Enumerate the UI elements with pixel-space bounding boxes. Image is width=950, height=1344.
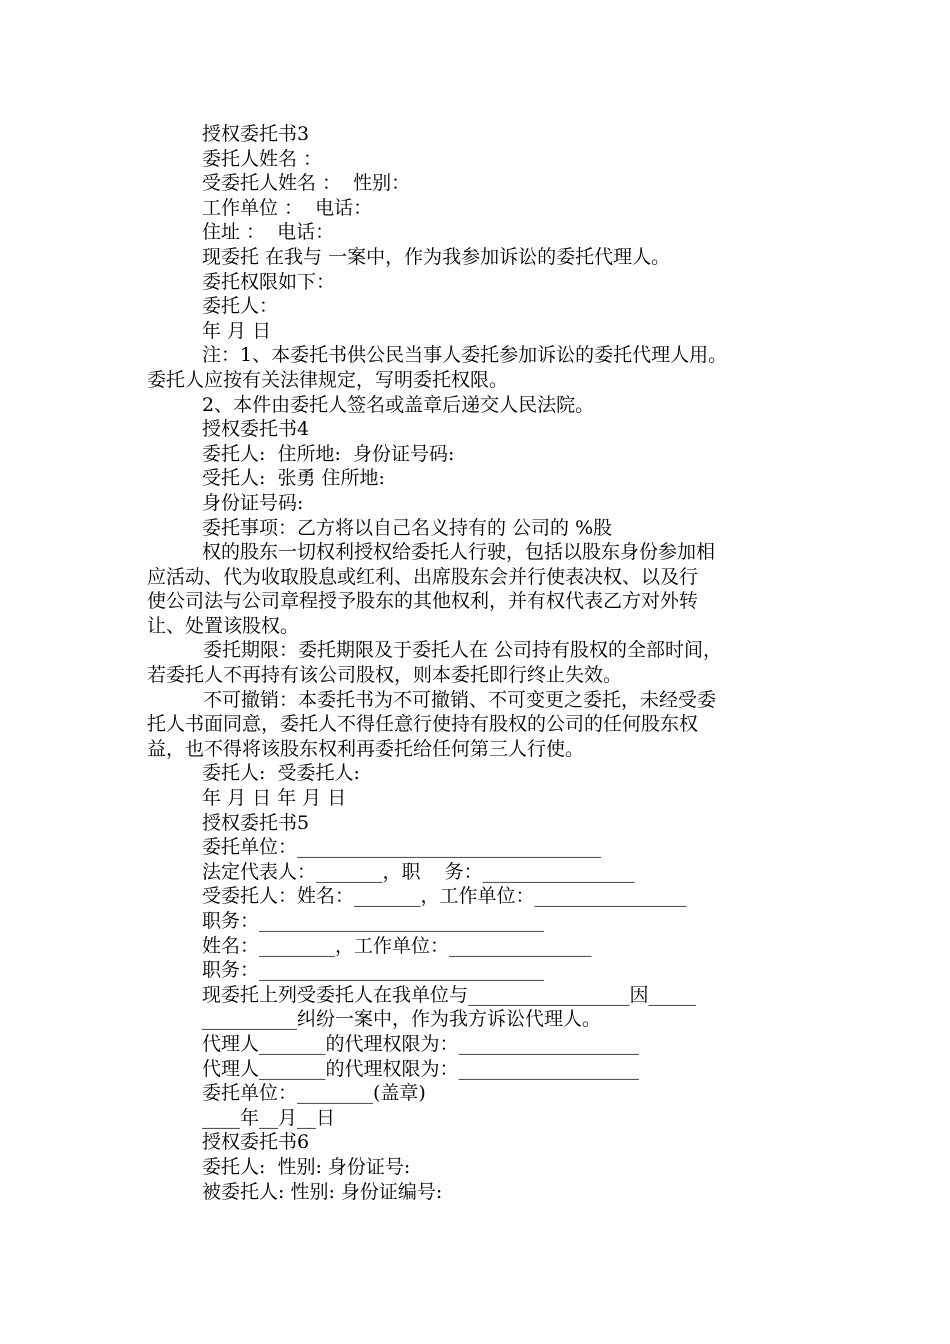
document-line: 授权委托书6 xyxy=(202,1131,310,1154)
document-line: ____年__月__日 xyxy=(202,1106,336,1129)
document-line: 职务：______________________________ xyxy=(202,959,545,982)
document-line: 受托人: 张勇 住所地: xyxy=(202,467,385,490)
document-line: 身份证号码: xyxy=(202,491,304,514)
document-line: 托人书面同意，委托人不得任意行使持有股权的公司的任何股东权 xyxy=(147,713,699,736)
document-line: 委托人: 性别: 身份证号: xyxy=(202,1155,411,1178)
document-line: 委托单位：________(盖章) xyxy=(202,1082,426,1105)
document-line: 委托事项：乙方将以自己名义持有的 公司的 %股 xyxy=(202,516,613,539)
document-line: 委托人: 住所地: 身份证号码: xyxy=(202,442,455,465)
document-line: 使公司法与公司章程授予股东的其他权利，并有权代表乙方对外转 xyxy=(147,590,699,613)
document-line: 受委托人：姓名：_______，工作单位：________________ xyxy=(202,885,687,908)
document-line: 委托单位：________________________________ xyxy=(202,836,602,859)
document-line: 职务：______________________________ xyxy=(202,910,545,932)
document-line: 年 月 日 年 月 日 xyxy=(202,787,347,810)
document-line: 授权委托书4 xyxy=(202,418,310,441)
document-line: 委托权限如下： xyxy=(202,270,336,293)
document-line: 注：1、本委托书供公民当事人委托参加诉讼的委托代理人用。 xyxy=(202,344,728,367)
document-line: 受委托人姓名 ： 性别： xyxy=(202,172,411,195)
document-body xyxy=(147,122,837,1204)
document-line: 委托人应按有关法律规定，写明委托权限。 xyxy=(147,368,509,391)
document-line: 住址 ： 电话： xyxy=(202,221,335,244)
document-line: 2、本件由委托人签名或盖章后递交人民法院。 xyxy=(202,393,595,416)
document-line: 委托期限：委托期限及于委托人在 公司持有股权的全部时间， xyxy=(203,639,723,662)
document-line: 代理人_______的代理权限为：___________________ xyxy=(202,1032,640,1055)
document-line: __________纠纷一案中，作为我方诉讼代理人。 xyxy=(202,1008,602,1031)
document-line: 法定代表人：_______，职 务：________________ xyxy=(202,860,635,883)
document-line: 代理人_______的代理权限为：___________________ xyxy=(202,1057,640,1080)
document-line: 权的股东一切权利授权给委托人行驶，包括以股东身份参加相 xyxy=(202,541,716,564)
document-line: 授权委托书3 xyxy=(202,123,310,145)
document-line: 年 月 日 xyxy=(202,319,272,342)
document-line: 授权委托书5 xyxy=(202,811,310,834)
document-line: 现委托上列受委托人在我单位与_________________因_____ xyxy=(202,983,697,1006)
document-line: 委托人姓名 ： xyxy=(202,147,323,170)
document-line: 应活动、代为收取股息或红利、出席股东会并行使表决权、以及行 xyxy=(147,565,699,588)
document-line: 工作单位 ： 电话： xyxy=(202,196,373,219)
document-line: 委托人： xyxy=(202,295,279,318)
document-line: 姓名：________，工作单位：_______________ xyxy=(202,934,592,957)
document-line: 让、处置该股权。 xyxy=(147,614,300,637)
document-line: 益，也不得将该股东权利再委托给任何第三人行使。 xyxy=(147,737,585,760)
document-line: 若委托人不再持有该公司股权，则本委托即行终止失效。 xyxy=(147,664,623,687)
document-line: 不可撤销：本委托书为不可撤销、不可变更之委托，未经受委 xyxy=(203,688,717,711)
document-line: 被委托人: 性别: 身份证编号: xyxy=(202,1180,443,1203)
document-line: 委托人: 受委托人: xyxy=(202,762,360,785)
document-line: 现委托 在我与 一案中，作为我参加诉讼的委托代理人。 xyxy=(202,245,671,268)
